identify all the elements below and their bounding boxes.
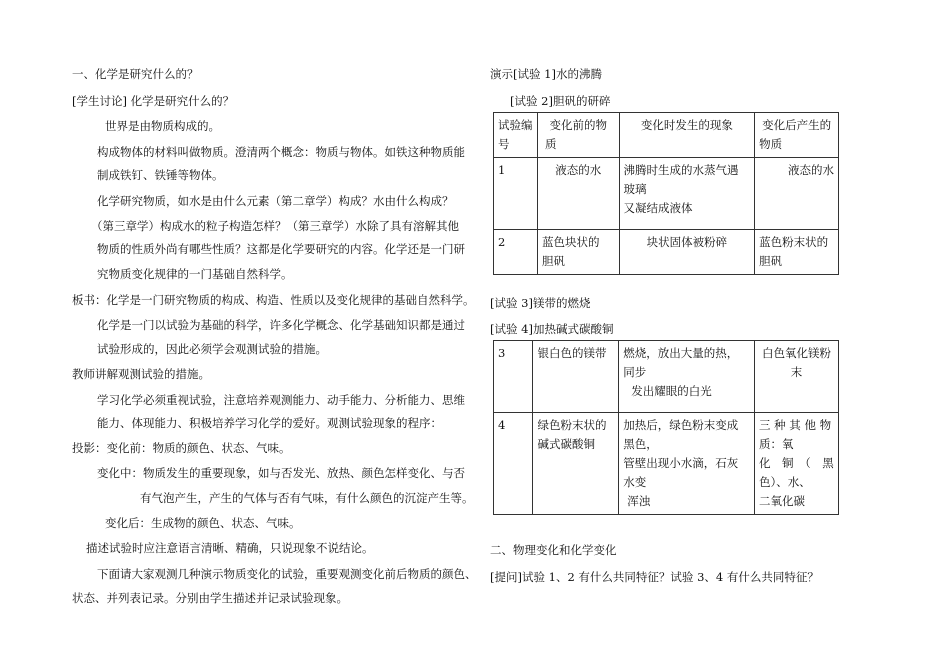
paragraph-line: 化学研究物质，如水是由什么元素（第二章学）构成？水由什么构成？	[97, 194, 454, 208]
table-cell: 燃烧，放出大量的热， 同步 发出耀眼的白光	[619, 341, 755, 413]
table-cell: 块状固体被粉碎	[619, 230, 755, 275]
paragraph-line: 化学是一门以试验为基础的科学，许多化学概念、化学基础知识都是通过	[97, 318, 465, 332]
table-cell: 4	[494, 413, 533, 515]
question-line: [提问]试验 1、2 有什么共同特征？试验 3、4 有什么共同特征？	[490, 570, 819, 584]
table-cell: 试验编 号	[494, 113, 538, 158]
paragraph-line: （第三章学）构成水的粒子构造怎样？（第三章学）水除了具有溶解其他	[91, 219, 459, 233]
table-cell: 3	[494, 341, 533, 413]
paragraph-line: 构成物体的材料叫做物质。澄清两个概念：物质与物体。如铁这种物质能	[97, 145, 465, 159]
table-row	[494, 341, 839, 413]
table-row	[494, 413, 839, 515]
paragraph-line: 变化中：物质发生的重要现象，如与否发光、放热、颜色怎样变化、与否	[97, 466, 465, 480]
demo-3-heading: [试验 3]镁带的燃烧	[490, 296, 591, 310]
section-heading-2: 二、物理变化和化学变化	[490, 543, 617, 557]
paragraph-line: 究物质变化规律的一门基础自然科学。	[97, 267, 293, 281]
paragraph-line: 下面请大家观测几种演示物质变化的试验，重要观测变化前后物质的颜色、	[97, 567, 477, 581]
section-heading-1: 一、化学是研究什么的？	[72, 67, 199, 81]
projection-line: 投影：变化前：物质的颜色、状态、气味。	[72, 441, 291, 455]
paragraph-line: 试验形成的，因此必须学会观测试验的措施。	[97, 342, 327, 356]
table-cell: 三 种 其 他 物 质：氧 化 铜 （ 黑 色）、水、 二氧化碳	[754, 413, 838, 515]
table-cell: 变化时发生的现象	[619, 113, 755, 158]
demo-2-heading: [试验 2]胆矾的研碎	[510, 94, 611, 108]
paragraph-line: 变化后：生成物的颜色、状态、气味。	[105, 516, 301, 530]
paragraph-line: 世界是由物质构成的。	[105, 119, 220, 133]
paragraph-line: 教师讲解观测试验的措施。	[72, 367, 210, 381]
table-cell: 蓝色粉末状的 胆矾	[755, 230, 839, 275]
table-cell: 变化后产生的 物质	[755, 113, 839, 158]
table-cell: 白色氧化镁粉 末	[754, 341, 838, 413]
paragraph-line: 物质的性质外尚有哪些性质？这都是化学要研究的内容。化学还是一门研	[97, 242, 465, 256]
table-cell: 液态的水	[755, 158, 839, 230]
table-cell: 液态的水	[537, 158, 619, 230]
paragraph-line: 状态、并列表记录。分别由学生描述并记录试验现象。	[72, 591, 348, 605]
demo-4-heading: [试验 4]加热碱式碳酸铜	[490, 322, 614, 336]
table-cell: 加热后，绿色粉末变成 黑色， 管壁出现小水滴，石灰 水变 浑浊	[619, 413, 755, 515]
paragraph-line: 能力、体现能力、积极培养学习化学的爱好。观测试验现象的程序：	[97, 416, 442, 430]
discussion-line: [学生讨论] 化学是研究什么的？	[72, 94, 235, 108]
table-cell: 1	[494, 158, 538, 230]
paragraph-line: 描述试验时应注意语言清晰、精确，只说现象不说结论。	[86, 541, 374, 555]
table-row	[494, 158, 839, 230]
paragraph-line: 学习化学必须重视试验，注意培养观测能力、动手能力、分析能力、思维	[97, 393, 465, 407]
demo-1-heading: 演示[试验 1]水的沸腾	[490, 67, 602, 81]
table-cell: 变化前的物 质	[537, 113, 619, 158]
paragraph-line: 有气泡产生，产生的气体与否有气味，有什么颜色的沉淀产生等。	[140, 491, 474, 505]
table-cell: 银白色的镁带	[533, 341, 619, 413]
paragraph-line: 制成铁钉、铁锤等物体。	[97, 168, 224, 182]
table-cell: 沸腾时生成的水蒸气遇 玻璃 又凝结成液体	[619, 158, 755, 230]
experiment-table-1	[493, 112, 839, 275]
table-cell: 2	[494, 230, 538, 275]
experiment-table-2	[493, 340, 839, 515]
table-row	[494, 230, 839, 275]
blackboard-line: 板书：化学是一门研究物质的构成、构造、性质以及变化规律的基础自然科学。	[72, 293, 475, 307]
table-cell: 蓝色块状的 胆矾	[537, 230, 619, 275]
table-cell: 绿色粉末状的 碱式碳酸铜	[533, 413, 619, 515]
table-header-row	[494, 113, 839, 158]
